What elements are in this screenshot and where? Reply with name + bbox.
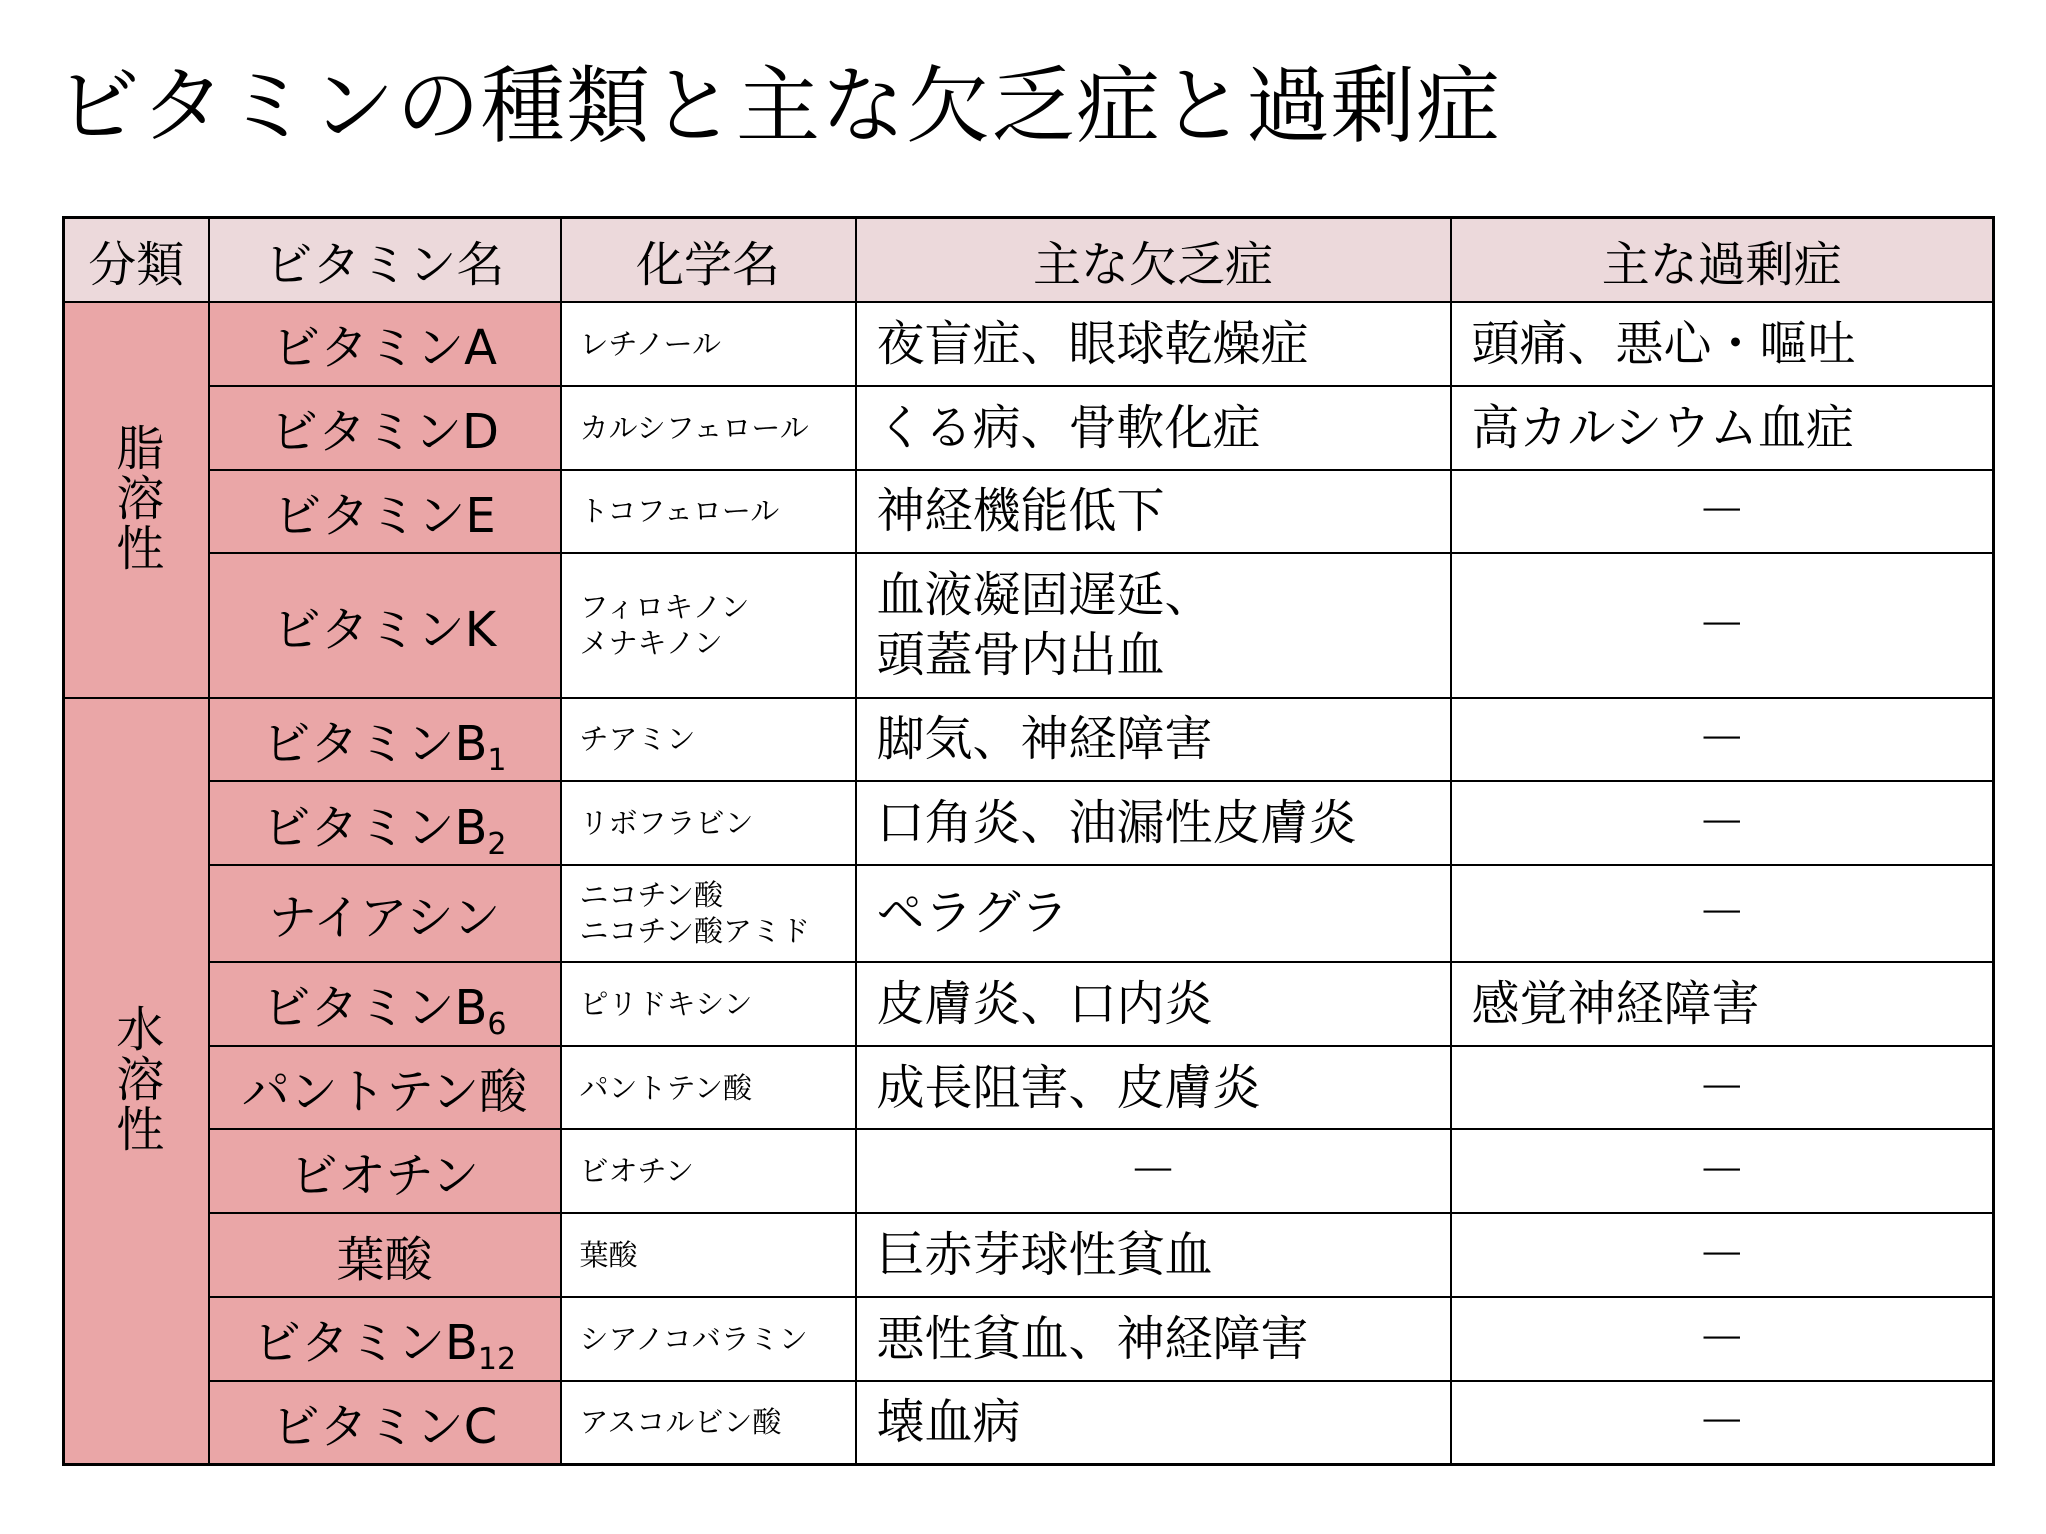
excess: － <box>1451 865 1994 962</box>
vitamin-name-cell <box>209 470 561 554</box>
vitamin-name: ビオチン <box>289 1147 480 1204</box>
vitamin-name: ビタミンB <box>262 715 488 772</box>
vitamin-name-cell <box>209 1297 561 1381</box>
vitamin-name: 葉酸 <box>336 1231 433 1288</box>
excess: － <box>1451 1381 1994 1465</box>
vitamin-name-cell <box>209 781 561 865</box>
vitamin-name-cell <box>209 553 561 697</box>
vitamin-name-cell <box>209 698 561 782</box>
group-label: 脂溶性 <box>107 422 164 573</box>
vitamin-name: ビタミンK <box>272 601 497 658</box>
deficiency: 夜盲症、眼球乾燥症 <box>856 302 1451 386</box>
excess: － <box>1451 1213 1994 1297</box>
header-category: 分類 <box>64 218 209 303</box>
vitamin-name-cell <box>209 1129 561 1213</box>
deficiency: － <box>856 1129 1451 1213</box>
excess: － <box>1451 698 1994 782</box>
deficiency: 成長阻害、皮膚炎 <box>856 1046 1451 1130</box>
vitamin-name-cell <box>209 865 561 962</box>
chemical-name: 葉酸 <box>561 1213 856 1297</box>
chemical-name: フィロキノン メナキノン <box>561 553 856 697</box>
table-row <box>64 1381 1994 1465</box>
vitamin-table <box>62 216 1995 1466</box>
excess: 感覚神経障害 <box>1451 962 1994 1046</box>
header-excess: 主な過剰症 <box>1451 218 1994 303</box>
excess: 高カルシウム血症 <box>1451 386 1994 470</box>
vitamin-subscript: 1 <box>487 742 507 778</box>
group-label: 水溶性 <box>107 1003 164 1154</box>
vitamin-subscript: 6 <box>487 1007 507 1043</box>
vitamin-subscript: 2 <box>487 826 507 862</box>
page-title: ビタミンの種類と主な欠乏症と過剰症 <box>56 57 1502 155</box>
chemical-name: パントテン酸 <box>561 1046 856 1130</box>
deficiency: くる病、骨軟化症 <box>856 386 1451 470</box>
table-row <box>64 781 1994 865</box>
excess: － <box>1451 781 1994 865</box>
vitamin-name-cell <box>209 1381 561 1465</box>
header-row <box>64 218 1994 303</box>
deficiency: 神経機能低下 <box>856 470 1451 554</box>
chemical-name: カルシフェロール <box>561 386 856 470</box>
table-row <box>64 1213 1994 1297</box>
deficiency: ペラグラ <box>856 865 1451 962</box>
table-row <box>64 302 1994 386</box>
chemical-name: アスコルビン酸 <box>561 1381 856 1465</box>
excess: － <box>1451 1129 1994 1213</box>
chemical-name: チアミン <box>561 698 856 782</box>
chemical-name: トコフェロール <box>561 470 856 554</box>
vitamin-name-cell <box>209 1213 561 1297</box>
deficiency: 悪性貧血、神経障害 <box>856 1297 1451 1381</box>
chemical-name: ピリドキシン <box>561 962 856 1046</box>
excess: － <box>1451 1297 1994 1381</box>
group-water-soluble <box>64 698 209 1465</box>
deficiency: 巨赤芽球性貧血 <box>856 1213 1451 1297</box>
vitamin-name: ビタミンB <box>262 799 488 856</box>
table-row <box>64 470 1994 554</box>
deficiency: 壊血病 <box>856 1381 1451 1465</box>
deficiency: 口角炎、油漏性皮膚炎 <box>856 781 1451 865</box>
table-row <box>64 698 1994 782</box>
header-chemical-name: 化学名 <box>561 218 856 303</box>
vitamin-name: パントテン酸 <box>241 1064 528 1121</box>
vitamin-name: ビタミンE <box>273 487 496 544</box>
vitamin-name-cell <box>209 962 561 1046</box>
chemical-name: ニコチン酸 ニコチン酸アミド <box>561 865 856 962</box>
vitamin-name: ビタミンB <box>252 1315 478 1372</box>
vitamin-name-cell <box>209 1046 561 1130</box>
table-row <box>64 553 1994 697</box>
vitamin-name-cell <box>209 386 561 470</box>
vitamin-name: ナイアシン <box>268 889 501 946</box>
chemical-name: リボフラビン <box>561 781 856 865</box>
chemical-name: シアノコバラミン <box>561 1297 856 1381</box>
table-row <box>64 962 1994 1046</box>
excess: 頭痛、悪心・嘔吐 <box>1451 302 1994 386</box>
table-row <box>64 1297 1994 1381</box>
vitamin-name-cell <box>209 302 561 386</box>
header-deficiency: 主な欠乏症 <box>856 218 1451 303</box>
deficiency: 血液凝固遅延、 頭蓋骨内出血 <box>856 553 1451 697</box>
table-row <box>64 1129 1994 1213</box>
group-fat-soluble <box>64 302 209 698</box>
chemical-name: レチノール <box>561 302 856 386</box>
vitamin-name: ビタミンB <box>262 980 488 1037</box>
table-row <box>64 865 1994 962</box>
vitamin-name: ビタミンA <box>272 320 497 377</box>
deficiency: 脚気、神経障害 <box>856 698 1451 782</box>
chemical-name: ビオチン <box>561 1129 856 1213</box>
excess: － <box>1451 553 1994 697</box>
vitamin-subscript: 12 <box>477 1342 517 1378</box>
table-row <box>64 386 1994 470</box>
table-row <box>64 1046 1994 1130</box>
vitamin-name: ビタミンC <box>271 1398 498 1455</box>
excess: － <box>1451 470 1994 554</box>
excess: － <box>1451 1046 1994 1130</box>
header-vitamin-name: ビタミン名 <box>209 218 561 303</box>
deficiency: 皮膚炎、口内炎 <box>856 962 1451 1046</box>
vitamin-name: ビタミンD <box>270 404 499 461</box>
